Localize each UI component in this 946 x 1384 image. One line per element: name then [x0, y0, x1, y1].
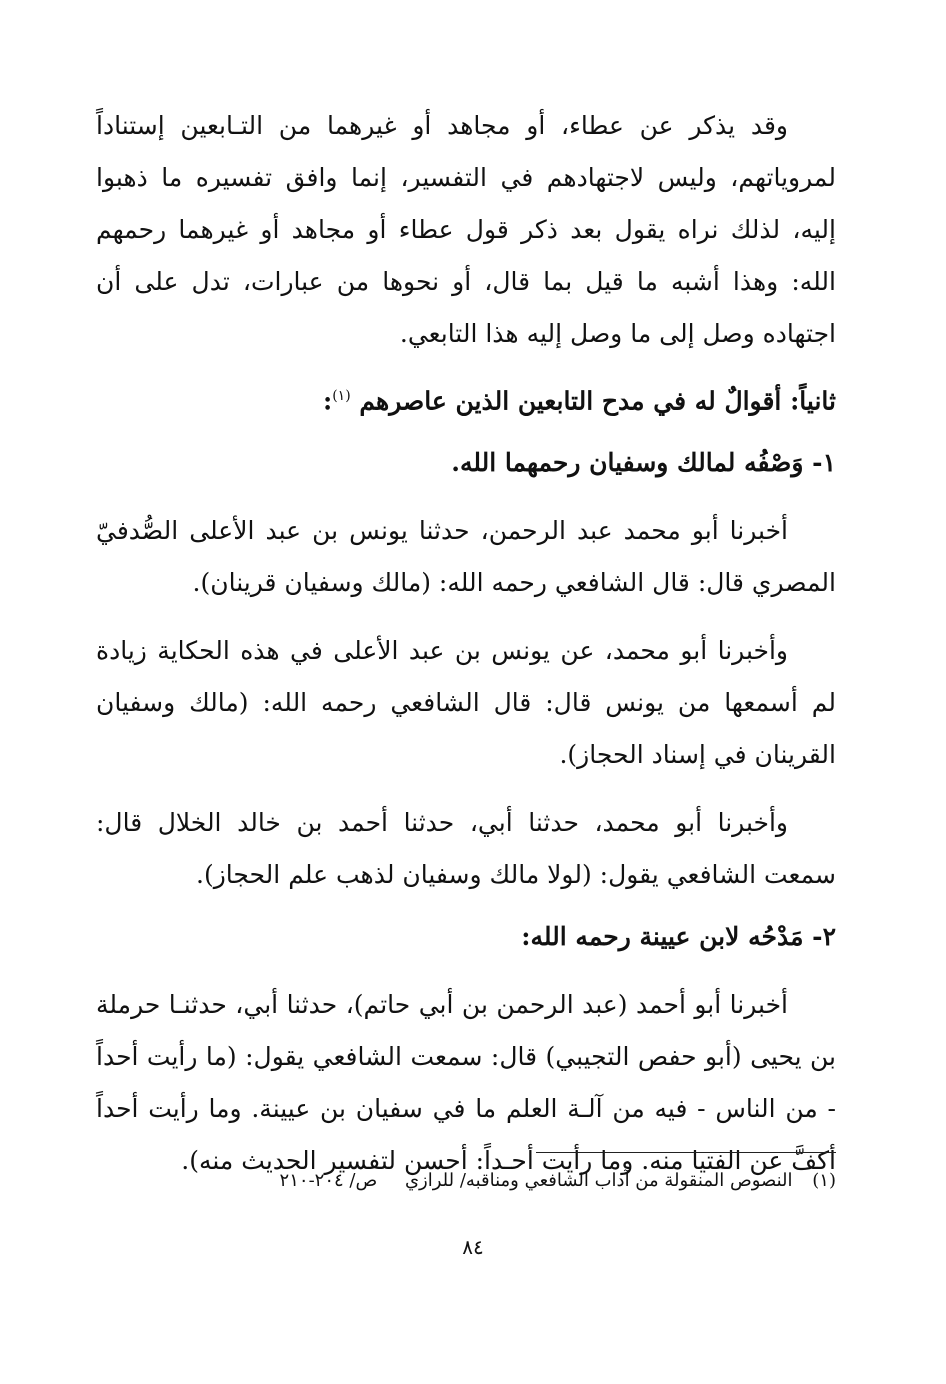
section-heading: [96, 370, 836, 427]
footnote-number: (١): [812, 1170, 836, 1191]
paragraph-intro: وقد يذكر عن عطاء، أو مجاهد أو غيرهما من التـابعين إستناداً لمروياتهم، وليس لاجتهادهم في التفسير، إنما وافق تفسيره ما ذهبوا إليه، لذلك نراه يقول بعد ذكر قول عطاء أو مجاهد أو غيرهما رحمهم الله: وهذا أشبه ما قيل بما قال، أو نحوها من عبارات، تدل على أن اجتهاده وصل إلى ما وصل إليه هذا التابعي.: [96, 111, 836, 348]
section-heading-colon: :: [322, 386, 333, 416]
footnote-divider: [536, 1152, 836, 1153]
paragraph-report-3: وأخبرنا أبو محمد، حدثنا أبي، حدثنا أحمد بن خالد الخلال قال: سمعت الشافعي يقول: (لولا مالك وسفيان لذهب علم الحجاز).: [96, 808, 836, 890]
footnote: [200, 1166, 836, 1196]
paragraph-report-1: أخبرنا أبو محمد عبد الرحمن، حدثنا يونس بن عبد الأعلى الصُّدفيّ المصري قال: قال الشافعي رحمه الله: (مالك وسفيان قرينان).: [96, 516, 836, 598]
subheading-1: ١- وَصْفُه لمالك وسفيان رحمهما الله.: [451, 448, 836, 478]
page-number: ٨٤: [462, 1235, 484, 1259]
footnote-marker: (١): [332, 388, 351, 404]
subheading-2: ٢- مَدْحُه لابن عيينة رحمه الله:: [521, 922, 836, 952]
footnote-page-ref: ص/ ٢٠٤-٢١٠: [279, 1170, 378, 1191]
section-heading-text: ثانياً: أقوالٌ له في مدح التابعين الذين عاصرهم: [359, 386, 836, 416]
paragraph-report-4: أخبرنا أبو أحمد (عبد الرحمن بن أبي حاتم)، حدثنا أبي، حدثنـا حرملة بن يحيى (أبو حفص التجيبي) قال: سمعت الشافعي يقول: (ما رأيت أحداً - من الناس - فيه من آلـة العلم ما في سفيان بن عيينة. وما رأيت أحداً أكفَّ عن الفتيا منه. وما رأيت أحـداً: أحسن لتفسير الحديث منه).: [96, 990, 836, 1176]
paragraph-report-2: وأخبرنا أبو محمد، عن يونس بن عبد الأعلى في هذه الحكاية زيادة لم أسمعها من يونس قال: قال الشافعي رحمه الله: (مالك وسفيان القرينان في إسناد الحجاز).: [96, 636, 836, 770]
footnote-text: النصوص المنقولة من آداب الشافعي ومناقبه/ للرازي: [404, 1170, 793, 1191]
